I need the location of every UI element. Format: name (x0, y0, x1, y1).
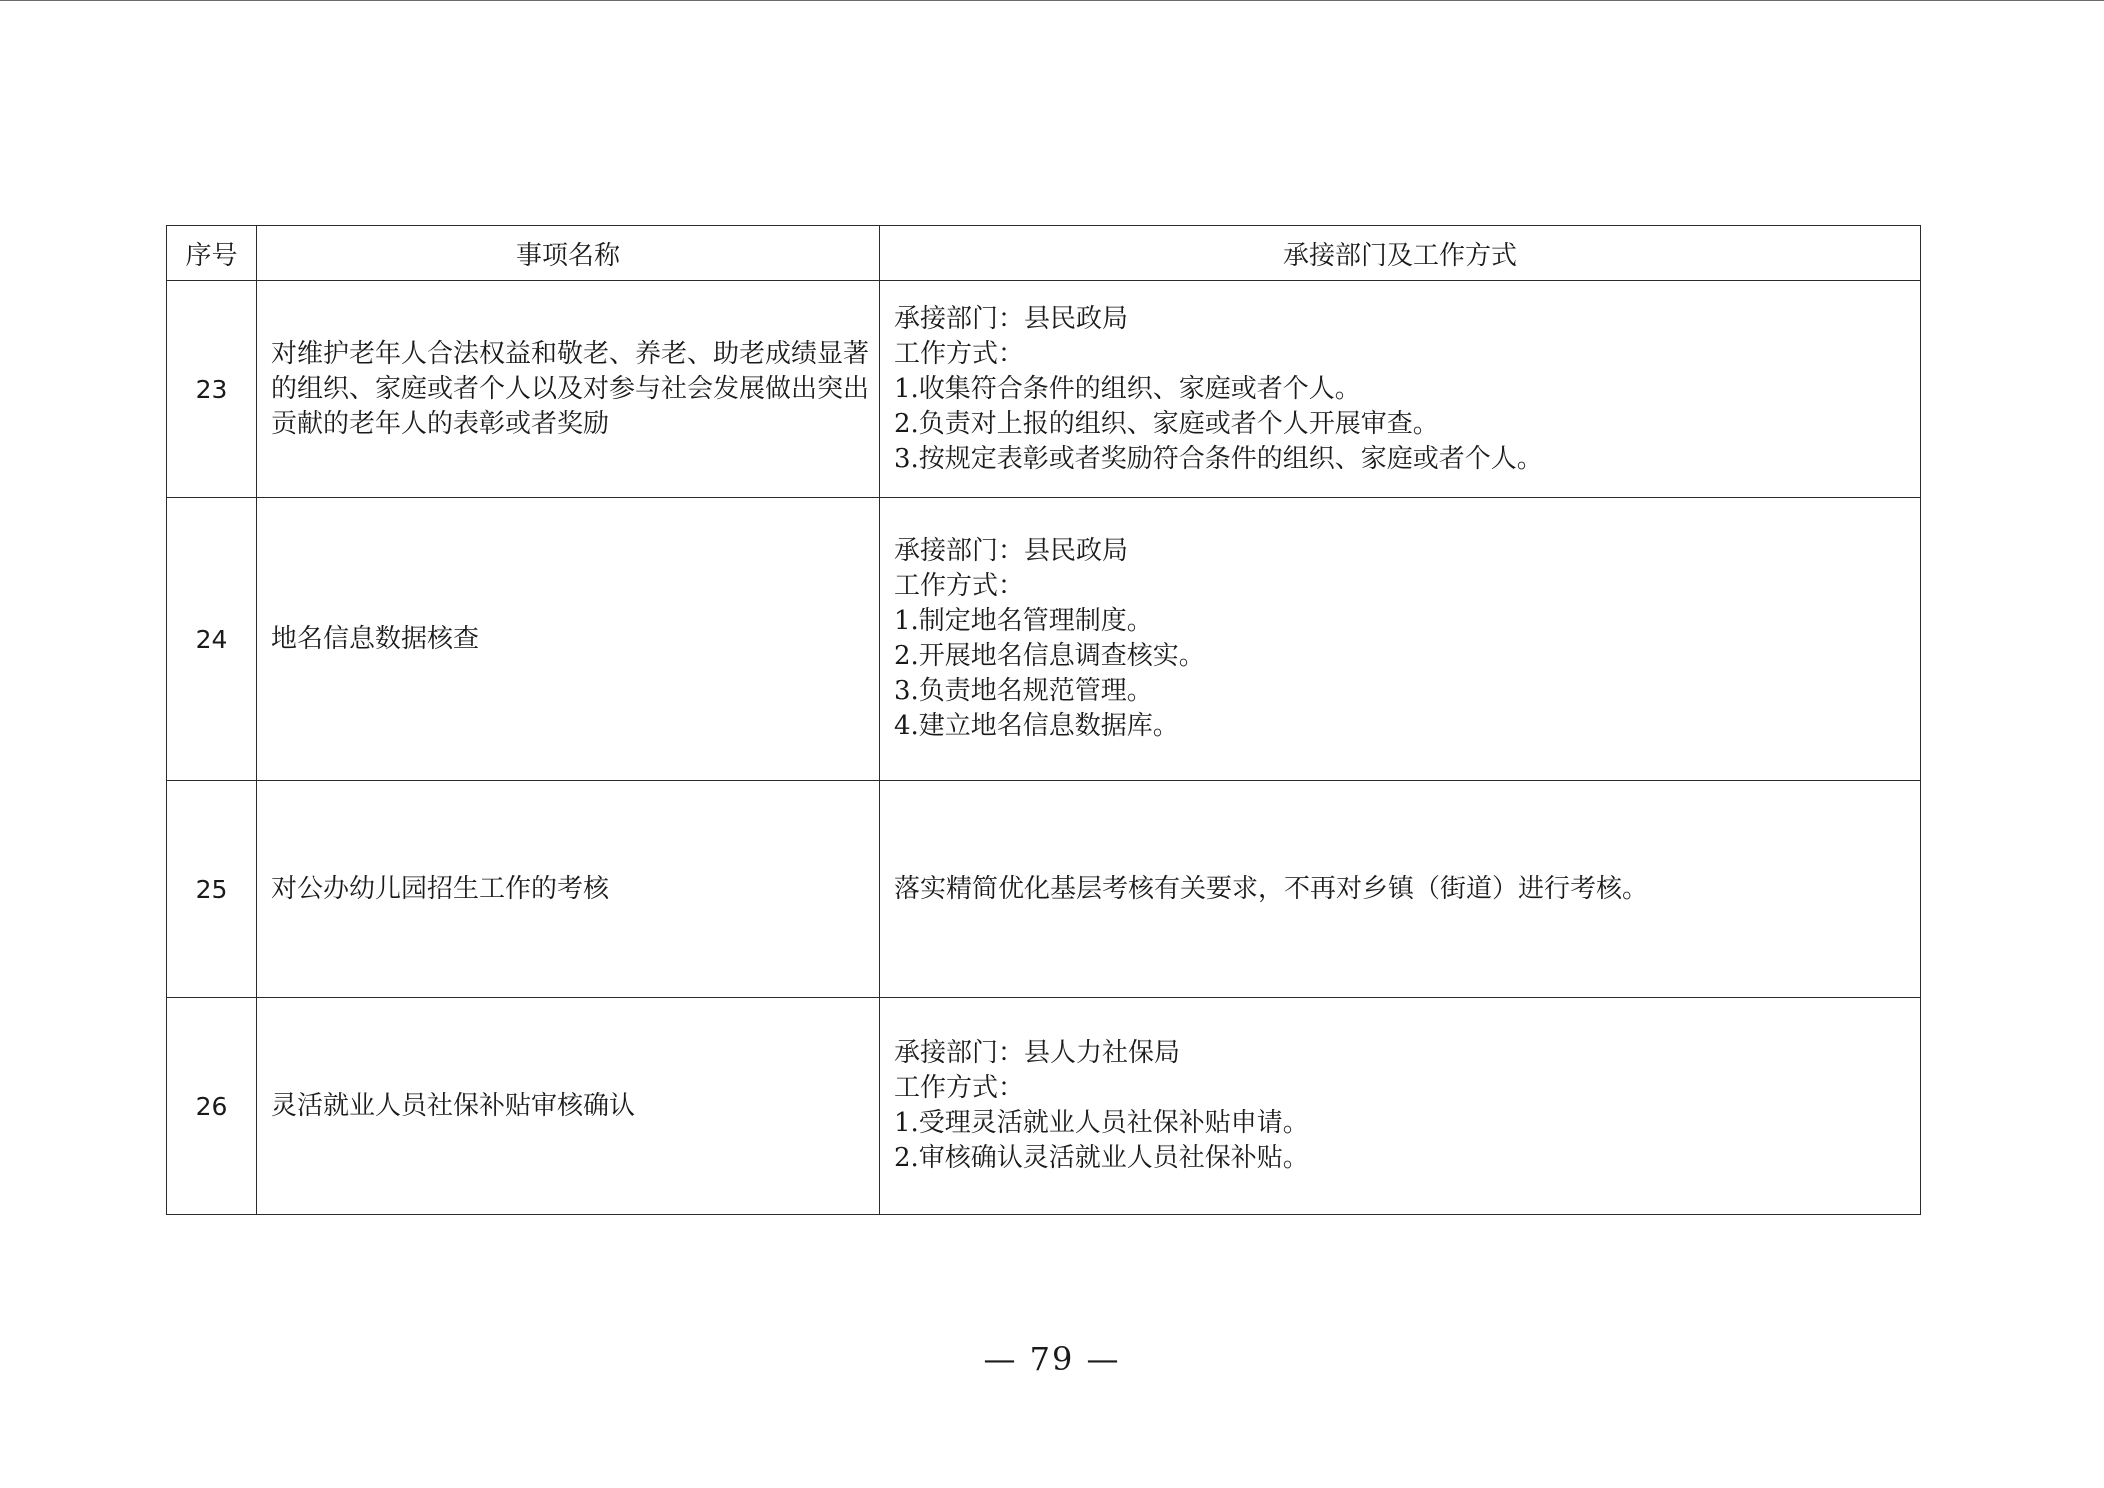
method-step-line: 1.受理灵活就业人员社保补贴申请。 (894, 1108, 1309, 1138)
department-line: 承接部门：县人力社保局 (894, 1038, 1181, 1068)
method-step-line: 2.审核确认灵活就业人员社保补贴。 (894, 1143, 1309, 1173)
item-name-line: 贡献的老年人的表彰或者奖励 (271, 408, 610, 439)
item-name-cell (257, 781, 880, 998)
row-number: 26 (167, 998, 257, 1215)
department-method-cell (880, 498, 1921, 781)
department-method-cell (880, 781, 1921, 998)
item-name-line: 对维护老年人合法权益和敬老、养老、助老成绩显著 (271, 338, 870, 369)
method-label-line: 工作方式： (894, 1073, 1025, 1103)
department-line: 落实精简优化基层考核有关要求，不再对乡镇（街道）进行考核。 (894, 873, 1649, 904)
row-number: 24 (167, 498, 257, 781)
table-row (167, 781, 1921, 998)
method-label-line: 工作方式： (894, 571, 1025, 601)
items-table (166, 225, 1921, 1215)
header-serial-number: 序号 (167, 226, 257, 281)
department-method-cell (880, 998, 1921, 1215)
table-row (167, 998, 1921, 1215)
department-line: 承接部门：县民政局 (894, 303, 1129, 334)
item-name-line: 的组织、家庭或者个人以及对参与社会发展做出突出 (271, 373, 870, 404)
item-name-cell (257, 281, 880, 498)
header-department-method: 承接部门及工作方式 (880, 226, 1921, 281)
item-name-cell (257, 498, 880, 781)
method-step-line: 2.负责对上报的组织、家庭或者个人开展审查。 (894, 408, 1439, 439)
header-item-name: 事项名称 (257, 226, 880, 281)
method-step-line: 1.收集符合条件的组织、家庭或者个人。 (894, 373, 1361, 404)
table-header-row (167, 226, 1921, 281)
method-label-line: 工作方式： (894, 338, 1025, 369)
row-number: 23 (167, 281, 257, 498)
method-step-line: 1.制定地名管理制度。 (894, 606, 1153, 636)
top-border-line (0, 0, 2104, 1)
page-number: — 79 — (983, 1340, 1121, 1378)
method-step-line: 2.开展地名信息调查核实。 (894, 641, 1205, 671)
table-row (167, 281, 1921, 498)
item-name-line: 灵活就业人员社保补贴审核确认 (271, 1090, 636, 1121)
item-name-cell (257, 998, 880, 1215)
row-number: 25 (167, 781, 257, 998)
method-step-line: 3.负责地名规范管理。 (894, 676, 1153, 706)
department-line: 承接部门：县民政局 (894, 536, 1129, 566)
department-method-cell (880, 281, 1921, 498)
method-step-line: 4.建立地名信息数据库。 (894, 711, 1179, 741)
item-name-line: 对公办幼儿园招生工作的考核 (271, 873, 610, 904)
method-step-line: 3.按规定表彰或者奖励符合条件的组织、家庭或者个人。 (894, 443, 1543, 474)
table-row (167, 498, 1921, 781)
item-name-line: 地名信息数据核查 (271, 623, 480, 654)
